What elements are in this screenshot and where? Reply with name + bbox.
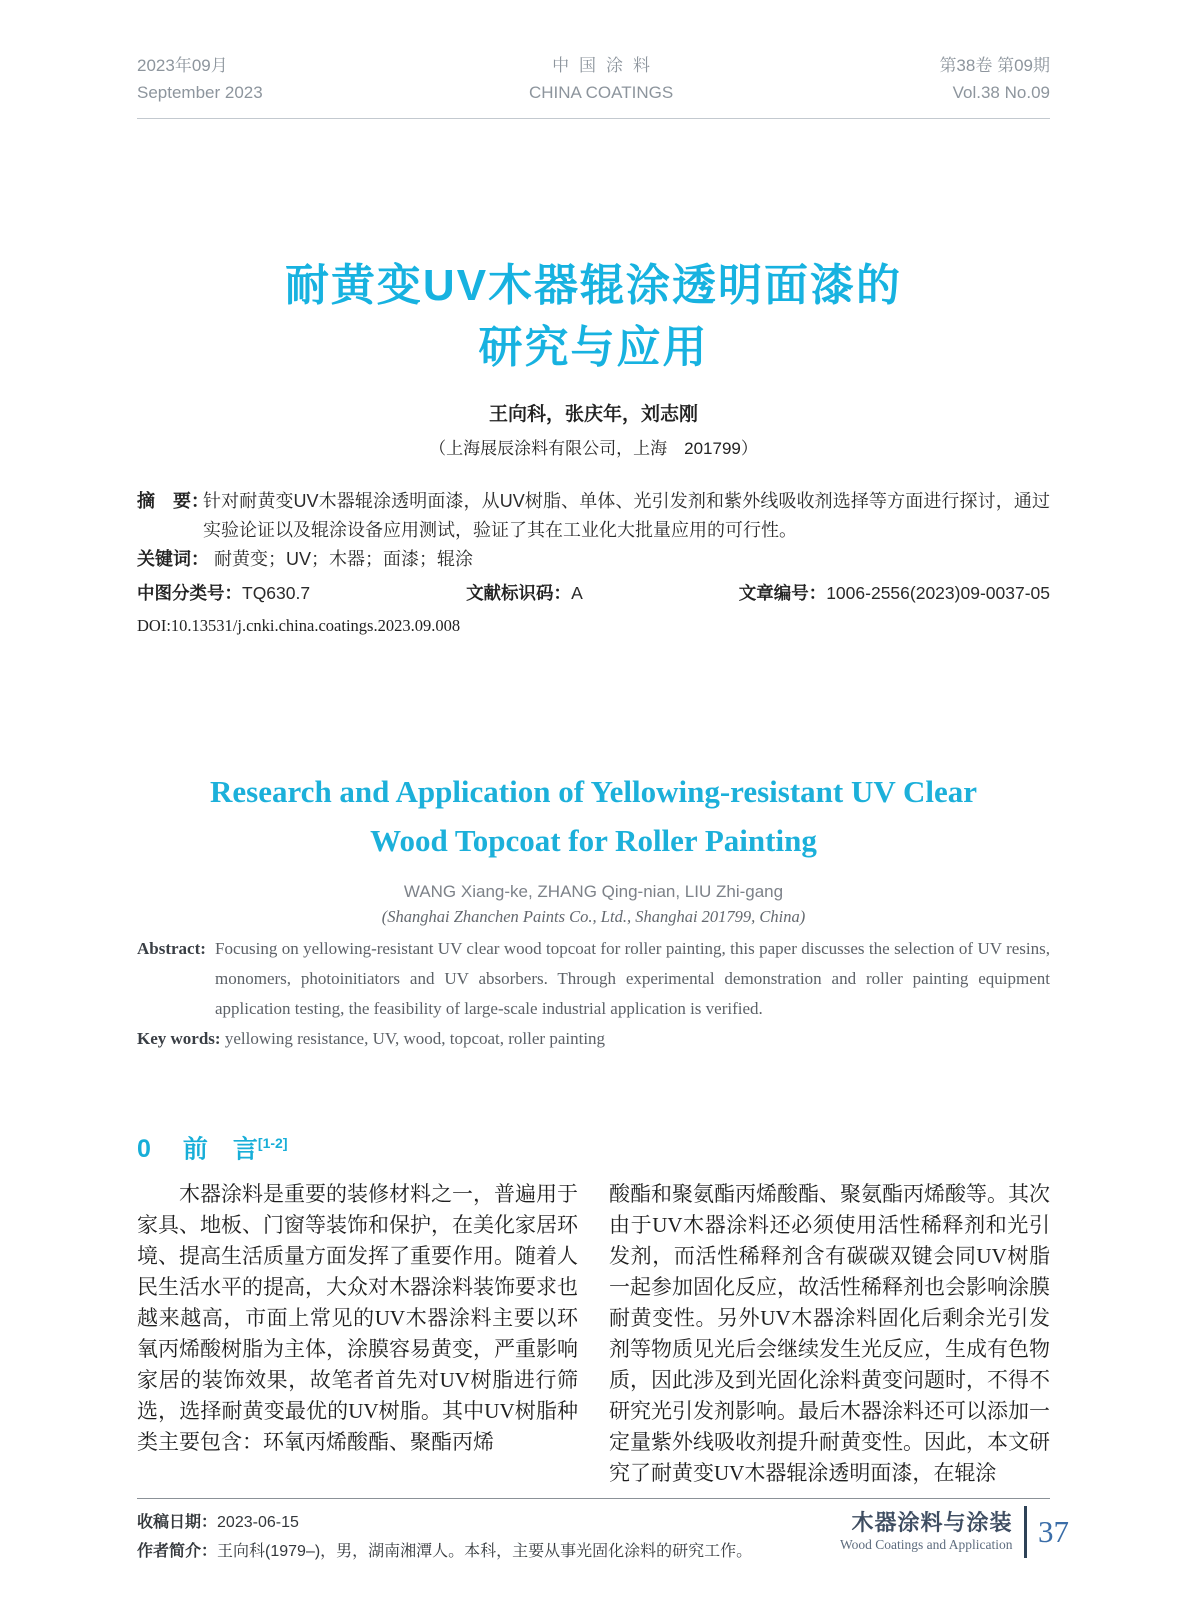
keywords-en-label: Key words: (137, 1029, 221, 1048)
affiliation-en: (Shanghai Zhanchen Paints Co., Ltd., Shanghai 201799, China) (381, 907, 806, 926)
keywords-cn-text: 耐黄变；UV；木器；面漆；辊涂 (214, 549, 474, 569)
article-id (739, 579, 1050, 608)
keywords-cn-label: 关键词： (137, 549, 209, 569)
issue-date-cn: 2023年09月 (137, 56, 228, 75)
section-heading-0 (137, 1126, 1050, 1166)
abstract-en-label: Abstract: (137, 939, 206, 958)
article-title-cn-line2: 研究与应用 (478, 323, 709, 372)
keywords-en-text: yellowing resistance, UV, wood, topcoat, roller painting (224, 1029, 606, 1048)
meta-row (137, 579, 1050, 608)
header-volume-issue (939, 52, 1050, 106)
body-columns (137, 1179, 1050, 1489)
body-column-right: 酸酯和聚氨酯丙烯酸酯、聚氨酯丙烯酸等。其次由于UV木器涂料还必须使用活性稀释剂和光引发剂，而活性稀释剂含有碳碳双键会同UV树脂一起参加固化反应，故活性稀释剂也会影响涂膜耐黄变性。另外UV木器涂料固化后剩余光引发剂等物质见光后会继续发生光反应，生成有色物质，因此涉及到光固化涂料黄变问题时，不得不研究光引发剂影响。最后木器涂料还可以添加一定量紫外线吸收剂提升耐黄变性。因此，本文研究了耐黄变UV木器辊涂透明面漆，在辊涂 (609, 1182, 1050, 1486)
article-title-en-line1: Research and Application of Yellowing-resistant UV Clear (210, 774, 977, 809)
volume-issue-cn: 第38卷 第09期 (939, 56, 1050, 75)
authors-en: WANG Xiang-ke, ZHANG Qing-nian, LIU Zhi-gang (403, 882, 784, 901)
volume-issue-en: Vol.38 No.09 (952, 83, 1050, 102)
article-id-label: 文章编号： (738, 583, 827, 603)
affiliation-cn: （上海展辰涂料有限公司，上海 201799） (429, 439, 758, 458)
author-bio-label: 作者简介： (137, 1543, 218, 1561)
authors-cn: 王向科，张庆年，刘志刚 (488, 404, 698, 425)
journal-header (137, 0, 1050, 119)
author-bio-value: 王向科(1979–)，男，湖南湘潭人。本科，主要从事光固化涂料的研究工作。 (217, 1543, 753, 1561)
article-title-en-line2: Wood Topcoat for Roller Painting (370, 823, 817, 858)
abstract-cn (137, 487, 1050, 545)
abstract-en-text: Focusing on yellowing-resistant UV clear wood topcoat for roller painting, this paper discusses the selection of UV resins, monomers, photoinitiators and UV absorbers. Through experimental demonstration and roller painting equipment application testing, the feasibility of large-scale industrial application is verified. (215, 939, 1050, 1018)
issue-date-en: September 2023 (137, 83, 263, 102)
body-column-left: 木器涂料是重要的装修材料之一，普遍用于家具、地板、门窗等装饰和保护，在美化家居环境、提高生活质量方面发挥了重要作用。随着人民生活水平的提高，大众对木器涂料装饰要求也越来越高，市面上常见的UV木器涂料主要以环氧丙烯酸树脂为主体，涂膜容易黄变，严重影响家居的装饰效果，故笔者首先对UV树脂进行筛选，选择耐黄变最优的UV树脂。其中UV树脂种类主要包含：环氧丙烯酸酯、聚酯丙烯 (137, 1182, 578, 1455)
article-title-cn-line1: 耐黄变UV木器辊涂透明面漆的 (284, 261, 903, 310)
article-title-cn (137, 255, 1050, 379)
journal-name-cn: 中国涂料 (552, 56, 661, 75)
section-reference-marker: [1-2] (257, 1135, 288, 1151)
clc-number (137, 579, 310, 608)
received-date-label: 收稿日期： (137, 1514, 218, 1532)
keywords-en (137, 1024, 1050, 1054)
page-footer (840, 1506, 1069, 1558)
footer-column-cn: 木器涂料与涂装 (851, 1510, 1013, 1535)
section-number: 0 (137, 1135, 151, 1164)
footer-column-en: Wood Coatings and Application (839, 1537, 1013, 1552)
clc-value: TQ630.7 (242, 583, 311, 603)
received-date-value: 2023-06-15 (217, 1514, 299, 1532)
keywords-cn (137, 545, 1050, 574)
document-code-label: 文献标识码： (466, 583, 572, 603)
page-number: 37 (1038, 1514, 1069, 1549)
footer-divider-bar (1024, 1506, 1028, 1558)
document-code-value: A (571, 583, 583, 603)
abstract-cn-text: 针对耐黄变UV木器辊涂透明面漆，从UV树脂、单体、光引发剂和紫外线吸收剂选择等方面进行探讨，通过实验论证以及辊涂设备应用测试，验证了其在工业化大批量应用的可行性。 (203, 491, 1050, 540)
article-title-en (137, 767, 1050, 865)
abstract-cn-label: 摘 要： (137, 491, 209, 511)
abstract-en (137, 934, 1050, 1024)
section-title: 前 言 (182, 1135, 258, 1164)
article-id-value: 1006-2556(2023)09-0037-05 (826, 583, 1050, 603)
document-code (466, 579, 583, 608)
journal-name-en: CHINA COATINGS (528, 83, 674, 102)
doi: DOI:10.13531/j.cnki.china.coatings.2023.09.008 (137, 616, 461, 635)
header-issue-date (137, 52, 263, 106)
header-journal-name (529, 52, 673, 106)
clc-label: 中图分类号： (137, 583, 242, 603)
footer-column-name (840, 1510, 1013, 1554)
